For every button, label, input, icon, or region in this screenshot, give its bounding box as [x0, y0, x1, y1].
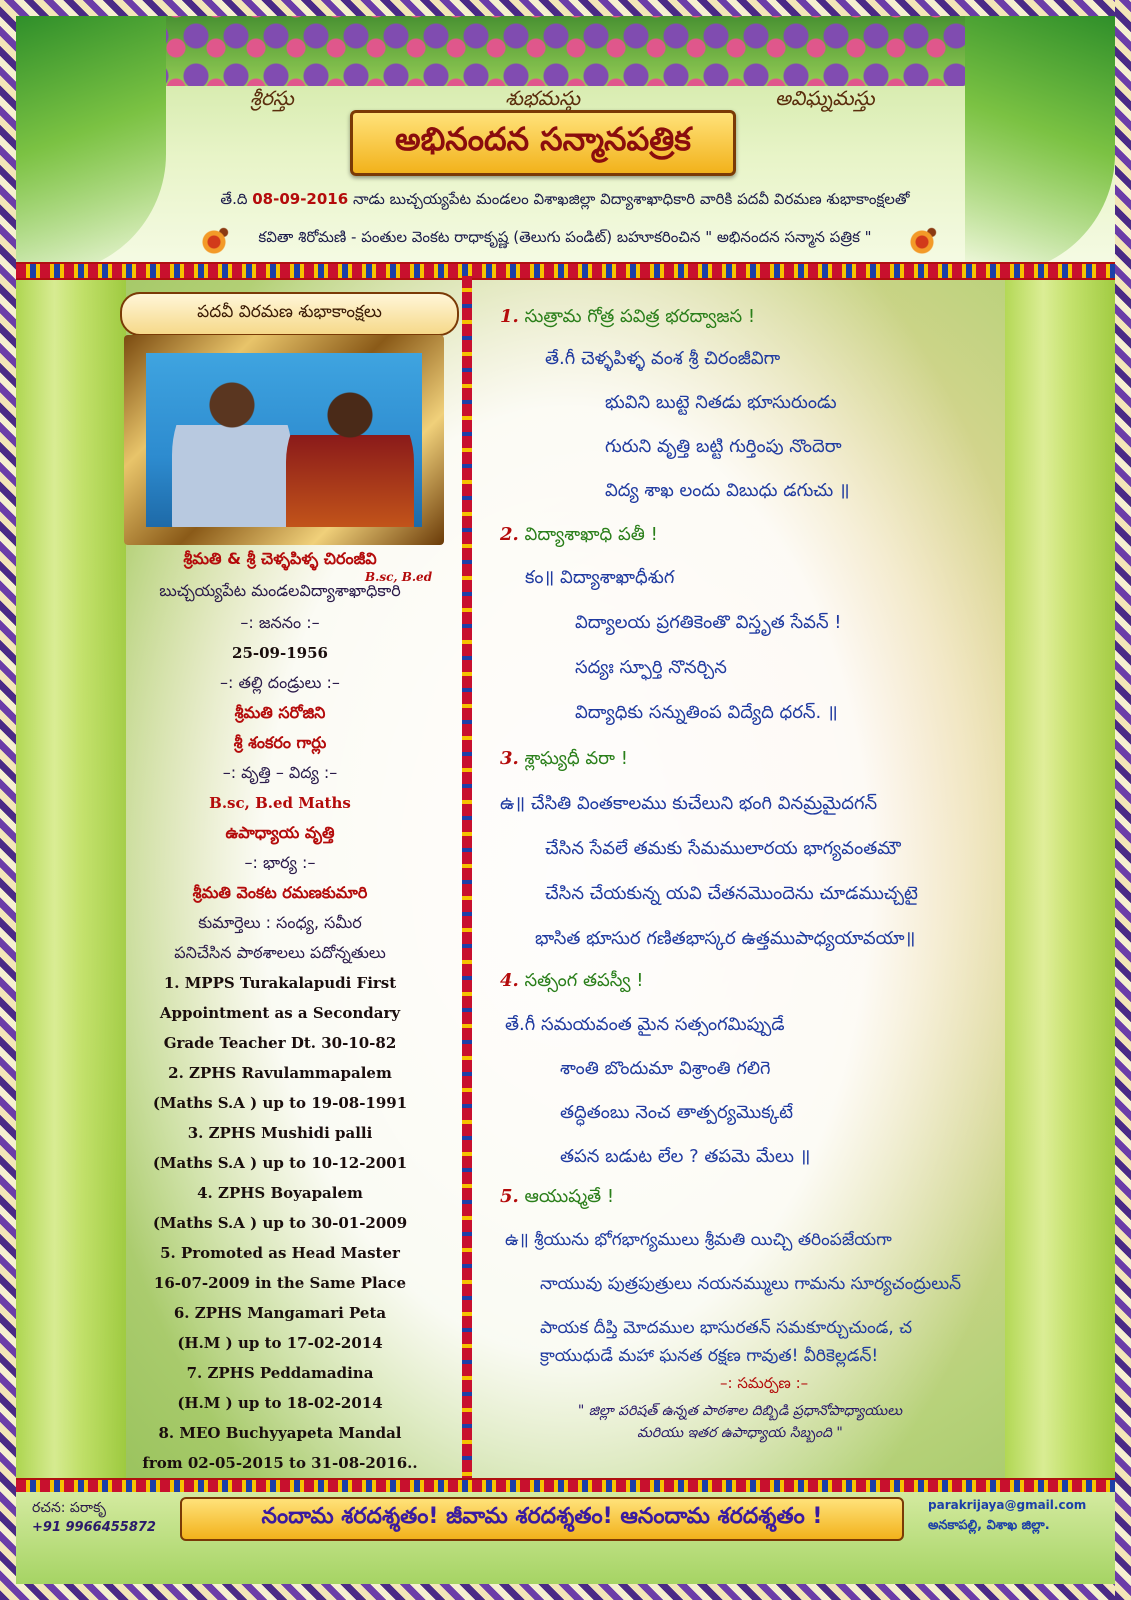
poem-line: క్రాయుధుడే మహా ఘనత రక్షణ గావుత! వీరికెల్లడన్! — [540, 1346, 879, 1366]
poem-number: 2. — [500, 524, 519, 545]
service-line: 6. ZPHS Mangamari Peta — [173, 1304, 387, 1322]
poem-line: కం॥ విద్యాశాఖాధీశుగ — [525, 567, 675, 588]
intro-line-1 — [120, 190, 1010, 212]
poem-number: 5. — [500, 1186, 519, 1207]
poem-line: భాసిత భూసుర గణితభాస్కర ఉత్తముపాధ్యయావయా॥ — [535, 928, 916, 949]
photo-frame — [124, 335, 444, 545]
poem-heading-text: సత్సంగ తపస్వీ ! — [524, 970, 644, 991]
father-name: శ్రీ శంకరం గార్లు — [233, 733, 327, 752]
wife-heading: –: భార్య :– — [244, 853, 316, 872]
poem-line: పాయక దీప్తి మోదముల భాసురతన్ సమకూర్చుచుండ, చ — [540, 1318, 913, 1338]
border-bottom — [0, 1584, 1131, 1600]
author-credit: రచన: పరాకృ — [32, 1500, 107, 1516]
poem-5-heading — [500, 1186, 614, 1211]
blessing-srirastu: శ్రీరస్తు — [250, 86, 294, 110]
profession-heading: –: వృత్తి – విద్య :– — [222, 763, 338, 782]
service-line: 8. MEO Buchyyapeta Mandal — [158, 1424, 402, 1442]
service-line: (H.M ) up to 17-02-2014 — [177, 1334, 383, 1352]
poem-line: ఉ॥ శ్రీయును భోగభాగ్యములు శ్రీమతి యిచ్చి తరింపజేయగా — [505, 1230, 892, 1250]
dedication-line: " జిల్లా పరిషత్ ఉన్నత పాఠశాల దిబ్బిడి ప్రధానోపాధ్యాయులు — [577, 1403, 903, 1419]
poem-line: నాయువు పుత్రపుత్రులు నయనమ్ములు గామను సూర్యచంద్రులున్ — [540, 1274, 962, 1294]
service-line: (Maths S.A ) up to 19-08-1991 — [152, 1094, 408, 1112]
poem-1-heading — [500, 306, 755, 331]
poem-line: విద్య శాఖ లందు విబుధు డగుచు ॥ — [605, 480, 850, 501]
wife-figure — [286, 387, 414, 527]
qualification: B.sc, B.ed Maths — [209, 794, 351, 812]
dedication — [510, 1400, 970, 1444]
designation: బుచ్చయ్యపేట మండలవిద్యాశాఖాధికారి — [159, 581, 401, 600]
motto-text: నందామ శరదశ్శతం! జీవామ శరదశ్శతం! ఆనందామ శరదశ్శతం ! — [261, 1504, 823, 1529]
poem-line: తద్ధితంబు నెంచ తాత్పర్యమొక్కటే — [560, 1102, 794, 1123]
divider-top — [16, 262, 1115, 280]
border-top — [0, 0, 1131, 16]
service-line: (Maths S.A ) up to 30-01-2009 — [152, 1214, 408, 1232]
service-line: 4. ZPHS Boyapalem — [197, 1184, 363, 1202]
poem-line: చేసిన సేవలే తమకు సేమములారయ భాగ్యవంతమౌ — [545, 838, 901, 859]
flower-garland — [16, 16, 1115, 86]
border-left — [0, 0, 16, 1600]
children-names: కుమార్తెలు : సంధ్య, సమీర — [198, 913, 362, 932]
poem-line: తే.గీ చెళ్ళపిళ్ళ వంశ శ్రీ చిరంజీవిగా — [545, 348, 781, 369]
blessing-subhamastu: శుభమస్తు — [505, 86, 581, 110]
honoree-degree: B.sc, B.ed — [365, 570, 433, 584]
poem-line: సద్యః స్ఫూర్తి నొనర్చిన — [575, 657, 727, 678]
profession: ఉపాధ్యాయ వృత్తి — [225, 823, 335, 842]
intro-prefix: తే.ది — [220, 190, 248, 208]
poem-4-heading — [500, 970, 643, 995]
divider-vertical — [462, 276, 472, 1478]
author-phone: +91 9966455872 — [32, 1520, 156, 1535]
poem-line: ఉ॥ చేసితి వింతకాలము కుచేలుని భంగి వినమ్రమైదగన్ — [500, 793, 878, 814]
poem-heading-text: శ్లాఘ్యధీ వరా ! — [524, 748, 628, 769]
border-right — [1115, 0, 1131, 1600]
page-title: అభినందన సన్మానపత్రిక — [395, 120, 691, 158]
service-line: 5. Promoted as Head Master — [160, 1244, 400, 1262]
service-line: 2. ZPHS Ravulammapalem — [168, 1064, 392, 1082]
poem-heading-text: ఆయుష్మతే ! — [524, 1186, 615, 1207]
poem-heading-text: సుత్రామ గోత్ర పవిత్ర భరద్వాజస ! — [524, 306, 756, 327]
intro-line-2: కవితా శిరోమణి - పంతుల వెంకట రాధాకృష్ణ (తెలుగు పండిట్) బహూకరించిన " అభినందన సన్మాన పత్రిక " — [258, 228, 872, 246]
retirement-badge — [120, 292, 459, 336]
poem-line: తపన బడుట లేల ? తపమె మేలు ॥ — [560, 1146, 811, 1167]
service-line: Grade Teacher Dt. 30-10-82 — [163, 1034, 397, 1052]
service-line: 16-07-2009 in the Same Place — [153, 1274, 407, 1292]
poem-number: 3. — [500, 748, 519, 769]
poem-heading-text: విద్యాశాఖాధి పతీ ! — [524, 524, 658, 545]
service-heading: పనిచేసిన పాఠశాలలు పదోన్నతులు — [174, 943, 386, 962]
blessing-avighnamastu: అవిఘ్నమస్తు — [775, 86, 875, 110]
poem-line: భువిని బుట్టె నితడు భూసురుండు — [605, 392, 837, 413]
dedication-line: మరియు ఇతర ఉపాధ్యాయ సిబ్బంది " — [637, 1425, 843, 1441]
poem-line: గురుని వృత్తి బట్టి గుర్తింపు నొందెరా — [605, 436, 842, 457]
intro-text-1: నాడు బుచ్చయ్యపేట మండలం విశాఖజిల్లా విద్యాశాఖాధికారి వారికి పదవీ విరమణ శుభాకాంక్షలతో — [352, 190, 910, 208]
parents-heading: –: తల్లి దండ్రులు :– — [220, 673, 340, 692]
poem-line: తే.గీ సమయవంత మైన సత్సంగమిప్పుడే — [505, 1014, 785, 1035]
husband-figure — [172, 375, 292, 527]
birth-date: 25-09-1956 — [232, 644, 328, 662]
service-line: Appointment as a Secondary — [159, 1004, 401, 1022]
wife-name: శ్రీమతి వెంకట రమణకుమారి — [192, 883, 368, 902]
event-date: 08-09-2016 — [252, 190, 349, 208]
service-line: from 02-05-2015 to 31-08-2016.. — [142, 1454, 418, 1472]
honoree-name: శ్రీమతి & శ్రీ చెళ్ళపిళ్ళ చిరంజీవి — [183, 549, 377, 568]
title-plate — [350, 110, 736, 176]
retirement-badge-text: పదవీ విరమణ శుభాకాంక్షలు — [197, 302, 382, 322]
poem-number: 4. — [500, 970, 519, 991]
mother-name: శ్రీమతి సరోజిని — [234, 703, 326, 722]
service-line: (Maths S.A ) up to 10-12-2001 — [152, 1154, 408, 1172]
poem-3-heading — [500, 748, 628, 773]
service-line: (H.M ) up to 18-02-2014 — [177, 1394, 383, 1412]
poem-number: 1. — [500, 306, 519, 327]
couple-photo — [146, 353, 422, 527]
curtain-right — [1005, 270, 1115, 1495]
dedication-heading: –: సమర్పణ :– — [720, 1374, 809, 1392]
poem-2-heading — [500, 524, 658, 549]
poem-line: విద్యాధికు సన్నుతింప విద్యేది ధరన్. ॥ — [575, 702, 838, 723]
motto-banner — [180, 1497, 904, 1541]
poem-line: శాంతి బొందుమా విశ్రాంతి గలిగె — [560, 1058, 771, 1079]
author-email: parakrijaya@gmail.com — [928, 1498, 1087, 1512]
author-place: అనకాపల్లి, విశాఖ జిల్లా. — [928, 1518, 1050, 1533]
service-line: 3. ZPHS Mushidi palli — [187, 1124, 373, 1142]
service-line: 7. ZPHS Peddamadina — [186, 1364, 374, 1382]
birth-heading: –: జననం :– — [240, 613, 320, 632]
poem-line: విద్యాలయ ప్రగతికెంతొ విస్తృత సేవన్ ! — [575, 612, 842, 633]
service-line: 1. MPPS Turakalapudi First — [163, 974, 397, 992]
poem-line: చేసిన చేయకున్న యవి చేతనమొందెను చూడముచ్చటై — [545, 883, 918, 904]
